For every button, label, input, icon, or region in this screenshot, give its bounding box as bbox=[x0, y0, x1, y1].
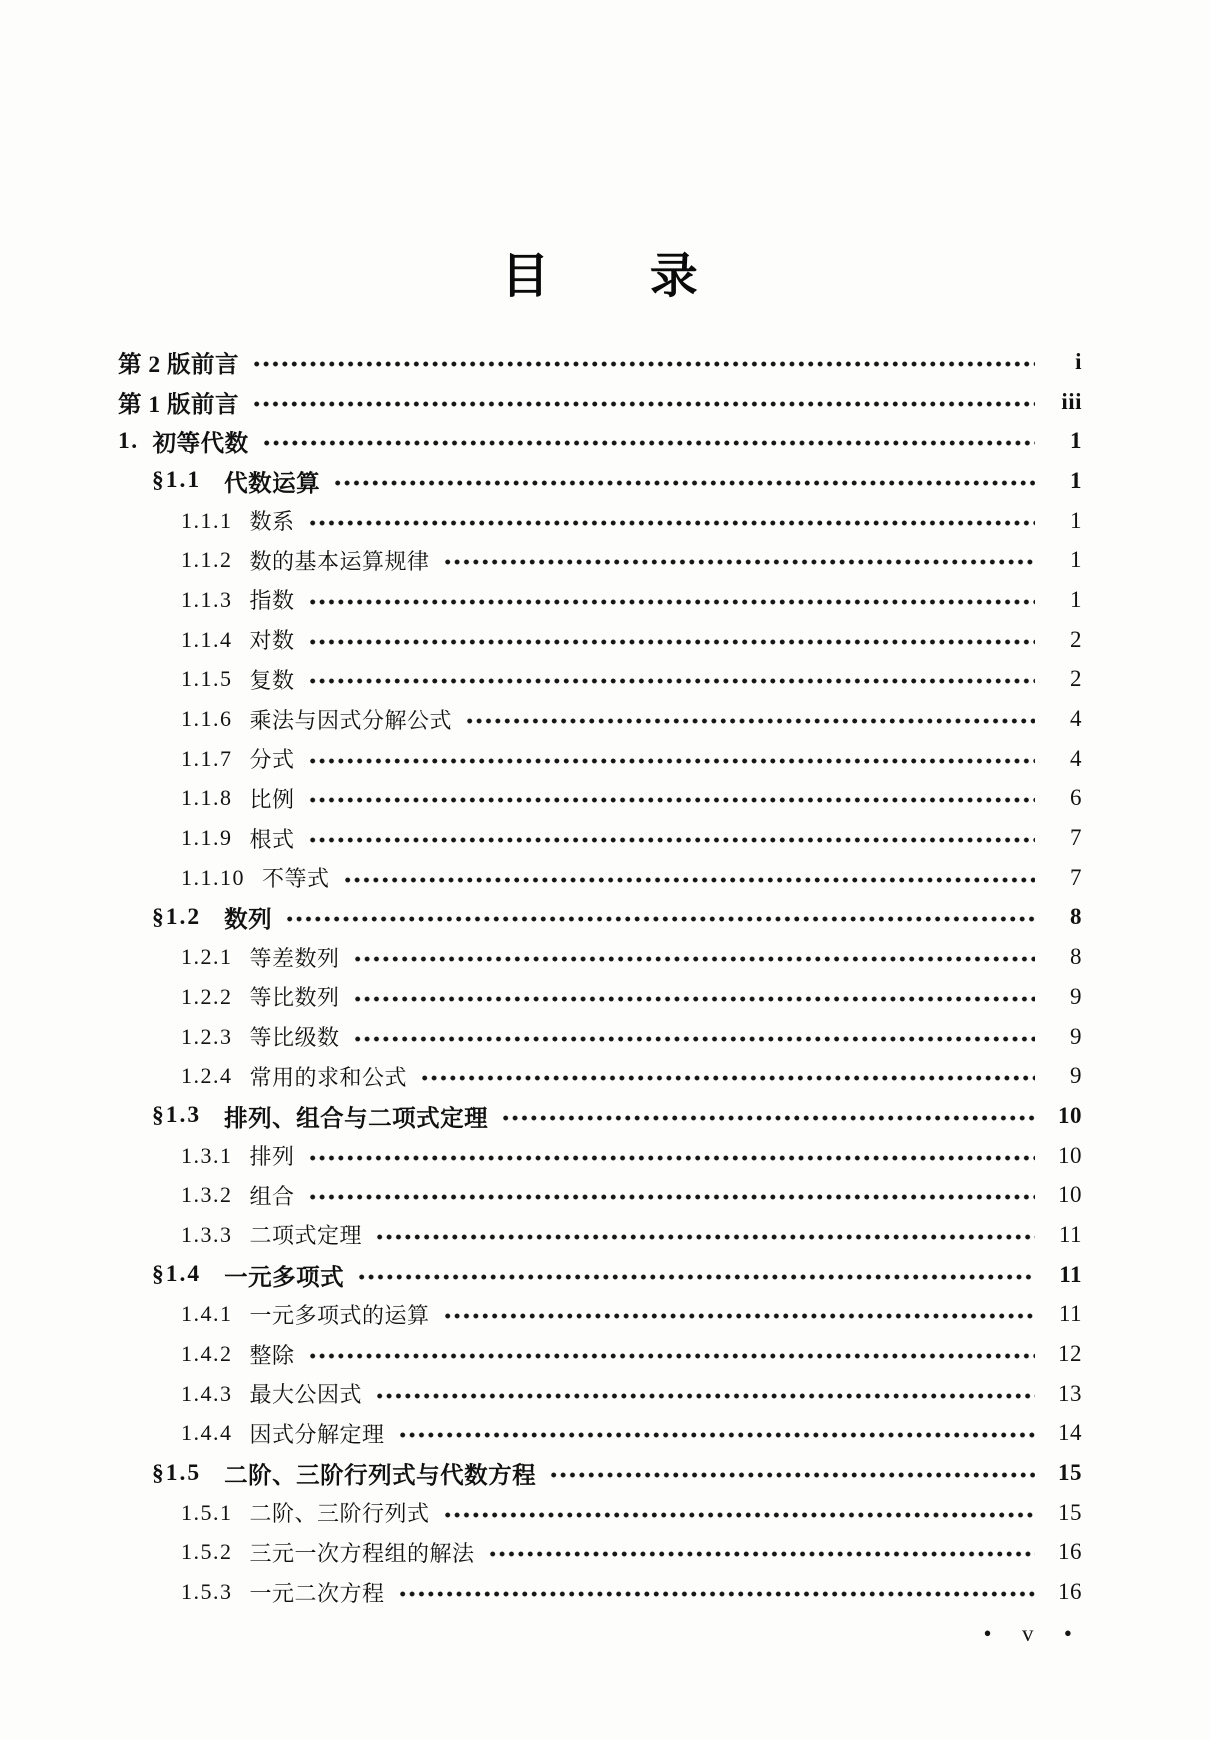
toc-entry bbox=[118, 1572, 1082, 1612]
toc-entry-page: 4 bbox=[1070, 706, 1082, 732]
toc-entry-title: 整除 bbox=[249, 1342, 295, 1368]
toc-entry bbox=[118, 461, 1082, 501]
dot-leader bbox=[306, 739, 1035, 779]
toc-entry-page: 2 bbox=[1070, 626, 1082, 652]
dot-leader bbox=[250, 342, 1035, 382]
toc-entry-number: 1.5.1 bbox=[181, 1499, 233, 1525]
dot-leader bbox=[306, 779, 1035, 819]
toc-entry bbox=[118, 382, 1082, 422]
dot-leader bbox=[306, 1136, 1035, 1176]
toc-entry-page: 8 bbox=[1070, 904, 1082, 930]
dot-leader bbox=[373, 1215, 1035, 1255]
toc-entry-title: 排列、组合与二项式定理 bbox=[224, 1105, 489, 1132]
dot-leader bbox=[351, 977, 1035, 1017]
toc-entry-number: 1.1.1 bbox=[181, 507, 233, 533]
toc-entry bbox=[118, 1096, 1082, 1136]
toc-entry bbox=[118, 1255, 1082, 1295]
toc-entry-title: 第 2 版前言 bbox=[118, 351, 239, 378]
toc-entry-page: 9 bbox=[1070, 983, 1082, 1009]
dot-leader bbox=[306, 1175, 1035, 1215]
dot-leader bbox=[351, 1017, 1035, 1057]
toc-content bbox=[118, 250, 1082, 1612]
toc-entry-number: 1.4.1 bbox=[181, 1301, 233, 1327]
toc-entry bbox=[118, 1374, 1082, 1414]
toc-entry-number: §1.3 bbox=[152, 1102, 202, 1129]
toc-entry bbox=[118, 342, 1082, 382]
toc-entry-number: §1.4 bbox=[152, 1261, 202, 1288]
dot-leader bbox=[283, 898, 1035, 938]
toc-entry-page: 10 bbox=[1058, 1102, 1082, 1128]
toc-entry-number: 1.5.3 bbox=[181, 1579, 233, 1605]
toc-entry-number: 1.1.9 bbox=[181, 825, 233, 851]
toc-entry-page: 4 bbox=[1070, 745, 1082, 771]
toc-entry-page: 1 bbox=[1070, 428, 1082, 454]
toc-entry-page: 15 bbox=[1058, 1499, 1082, 1525]
toc-entry-title: 初等代数 bbox=[152, 431, 249, 458]
dot-leader bbox=[396, 1414, 1035, 1454]
dot-leader bbox=[306, 501, 1035, 541]
toc-entry-page: 1 bbox=[1070, 467, 1082, 493]
toc-entry-number: 1.3.2 bbox=[181, 1182, 233, 1208]
toc-entry-number: 1.1.8 bbox=[181, 785, 233, 811]
toc-entry-page: 10 bbox=[1058, 1142, 1082, 1168]
dot-leader bbox=[441, 540, 1035, 580]
dot-leader bbox=[351, 937, 1035, 977]
toc-entry-title: 指数 bbox=[249, 588, 295, 614]
toc-list bbox=[118, 342, 1082, 1612]
toc-entry-page: 12 bbox=[1058, 1341, 1082, 1367]
toc-entry-page: 15 bbox=[1058, 1460, 1082, 1486]
toc-entry bbox=[118, 501, 1082, 541]
toc-entry-page: 9 bbox=[1070, 1023, 1082, 1049]
dot-leader bbox=[331, 461, 1035, 501]
toc-entry bbox=[118, 937, 1082, 977]
toc-entry-number: 1.3.3 bbox=[181, 1221, 233, 1247]
toc-entry-title: 数列 bbox=[224, 907, 273, 934]
dot-leader bbox=[486, 1533, 1035, 1573]
toc-entry-title: 数的基本运算规律 bbox=[249, 548, 430, 574]
toc-entry bbox=[118, 858, 1082, 898]
toc-entry-number: 1.2.3 bbox=[181, 1023, 233, 1049]
toc-entry-page: 10 bbox=[1058, 1182, 1082, 1208]
toc-entry-title: 排列 bbox=[249, 1144, 295, 1170]
toc-entry bbox=[118, 1414, 1082, 1454]
toc-entry-page: 7 bbox=[1070, 864, 1082, 890]
toc-entry-title: 因式分解定理 bbox=[249, 1421, 385, 1447]
toc-entry bbox=[118, 1334, 1082, 1374]
toc-entry-title: 数系 bbox=[249, 509, 295, 535]
dot-leader bbox=[499, 1096, 1035, 1136]
toc-entry-number: §1.1 bbox=[152, 467, 202, 494]
toc-entry bbox=[118, 1056, 1082, 1096]
toc-entry bbox=[118, 1493, 1082, 1533]
toc-entry-number: 1.3.1 bbox=[181, 1142, 233, 1168]
toc-entry bbox=[118, 1175, 1082, 1215]
toc-entry-page: 16 bbox=[1058, 1579, 1082, 1605]
toc-entry-number: §1.2 bbox=[152, 903, 202, 930]
toc-entry-page: 14 bbox=[1058, 1420, 1082, 1446]
toc-entry-number: 1.2.1 bbox=[181, 944, 233, 970]
toc-entry-page: 2 bbox=[1070, 666, 1082, 692]
toc-entry-title: 常用的求和公式 bbox=[249, 1064, 408, 1090]
toc-entry-page: 1 bbox=[1070, 547, 1082, 573]
toc-entry-page: 1 bbox=[1070, 586, 1082, 612]
dot-leader bbox=[341, 858, 1035, 898]
toc-entry-title: 分式 bbox=[249, 747, 295, 773]
toc-entry-page: 16 bbox=[1058, 1539, 1082, 1565]
page-title: 目 录 bbox=[501, 250, 699, 303]
toc-entry-number: 1.1.6 bbox=[181, 706, 233, 732]
toc-entry-title: 不等式 bbox=[262, 866, 330, 892]
toc-entry-number: 1.5.2 bbox=[181, 1539, 233, 1565]
toc-entry-title: 等比级数 bbox=[249, 1025, 340, 1051]
dot-leader bbox=[306, 620, 1035, 660]
toc-entry-page: 1 bbox=[1070, 507, 1082, 533]
toc-entry-page: 11 bbox=[1058, 1301, 1082, 1327]
dot-leader bbox=[441, 1295, 1035, 1335]
toc-entry-number: 1.2.2 bbox=[181, 983, 233, 1009]
toc-entry-page: iii bbox=[1061, 388, 1082, 414]
toc-entry-title: 等比数列 bbox=[249, 985, 340, 1011]
toc-entry-page: 7 bbox=[1070, 825, 1082, 851]
toc-entry-page: 9 bbox=[1070, 1063, 1082, 1089]
toc-entry bbox=[118, 818, 1082, 858]
toc-entry-title: 二阶、三阶行列式 bbox=[249, 1501, 430, 1527]
toc-entry-number: §1.5 bbox=[152, 1459, 202, 1486]
toc-entry bbox=[118, 1215, 1082, 1255]
toc-entry-title: 最大公因式 bbox=[249, 1382, 363, 1408]
toc-entry-number: 1.2.4 bbox=[181, 1063, 233, 1089]
toc-entry bbox=[118, 1533, 1082, 1573]
toc-entry-title: 三元一次方程组的解法 bbox=[249, 1540, 475, 1566]
toc-entry-number: 1.1.5 bbox=[181, 666, 233, 692]
toc-entry-title: 二项式定理 bbox=[249, 1223, 363, 1249]
toc-entry-title: 组合 bbox=[249, 1183, 295, 1209]
footer-page-marker: • v • bbox=[983, 1621, 1074, 1646]
toc-entry bbox=[118, 1136, 1082, 1176]
toc-entry bbox=[118, 1017, 1082, 1057]
toc-entry-number: 1. bbox=[118, 427, 139, 454]
toc-entry-number: 1.4.2 bbox=[181, 1341, 233, 1367]
dot-leader bbox=[463, 699, 1035, 739]
toc-entry-number: 1.1.4 bbox=[181, 626, 233, 652]
toc-entry-title: 一元多项式 bbox=[224, 1264, 345, 1291]
toc-entry bbox=[118, 1453, 1082, 1493]
toc-entry bbox=[118, 660, 1082, 700]
dot-leader bbox=[355, 1255, 1035, 1295]
toc-entry-title: 等差数列 bbox=[249, 945, 340, 971]
toc-entry bbox=[118, 739, 1082, 779]
dot-leader bbox=[250, 382, 1035, 422]
toc-entry bbox=[118, 620, 1082, 660]
toc-entry-number: 1.1.2 bbox=[181, 547, 233, 573]
toc-entry-title: 第 1 版前言 bbox=[118, 391, 239, 418]
dot-leader bbox=[396, 1572, 1035, 1612]
dot-leader bbox=[547, 1453, 1035, 1493]
toc-entry-number: 1.1.3 bbox=[181, 586, 233, 612]
toc-entry bbox=[118, 580, 1082, 620]
page-footer bbox=[983, 1621, 1074, 1647]
toc-entry-page: 13 bbox=[1058, 1380, 1082, 1406]
dot-leader bbox=[306, 580, 1035, 620]
toc-entry-title: 二阶、三阶行列式与代数方程 bbox=[224, 1463, 537, 1490]
toc-entry-page: i bbox=[1075, 348, 1082, 374]
dot-leader bbox=[260, 421, 1035, 461]
dot-leader bbox=[306, 1334, 1035, 1374]
dot-leader bbox=[306, 660, 1035, 700]
toc-entry-title: 比例 bbox=[249, 786, 295, 812]
dot-leader bbox=[441, 1493, 1035, 1533]
toc-entry-number: 1.4.4 bbox=[181, 1420, 233, 1446]
toc-entry-title: 一元多项式的运算 bbox=[249, 1302, 430, 1328]
toc-entry-title: 代数运算 bbox=[224, 470, 321, 497]
toc-entry-page: 11 bbox=[1058, 1221, 1082, 1247]
dot-leader bbox=[306, 818, 1035, 858]
toc-entry bbox=[118, 977, 1082, 1017]
toc-entry-number: 1.1.10 bbox=[181, 864, 245, 890]
toc-entry bbox=[118, 779, 1082, 819]
toc-entry-title: 复数 bbox=[249, 667, 295, 693]
toc-entry-title: 一元二次方程 bbox=[249, 1580, 385, 1606]
toc-entry-title: 乘法与因式分解公式 bbox=[249, 707, 453, 733]
toc-entry bbox=[118, 540, 1082, 580]
toc-entry-title: 根式 bbox=[249, 826, 295, 852]
toc-entry-page: 8 bbox=[1070, 944, 1082, 970]
dot-leader bbox=[373, 1374, 1035, 1414]
toc-entry-number: 1.4.3 bbox=[181, 1380, 233, 1406]
toc-entry-title: 对数 bbox=[249, 628, 295, 654]
toc-entry bbox=[118, 699, 1082, 739]
toc-entry bbox=[118, 898, 1082, 938]
toc-entry-number: 1.1.7 bbox=[181, 745, 233, 771]
toc-entry bbox=[118, 421, 1082, 461]
dot-leader bbox=[418, 1056, 1035, 1096]
toc-entry-page: 11 bbox=[1059, 1261, 1082, 1287]
toc-entry bbox=[118, 1295, 1082, 1335]
toc-entry-page: 6 bbox=[1070, 785, 1082, 811]
